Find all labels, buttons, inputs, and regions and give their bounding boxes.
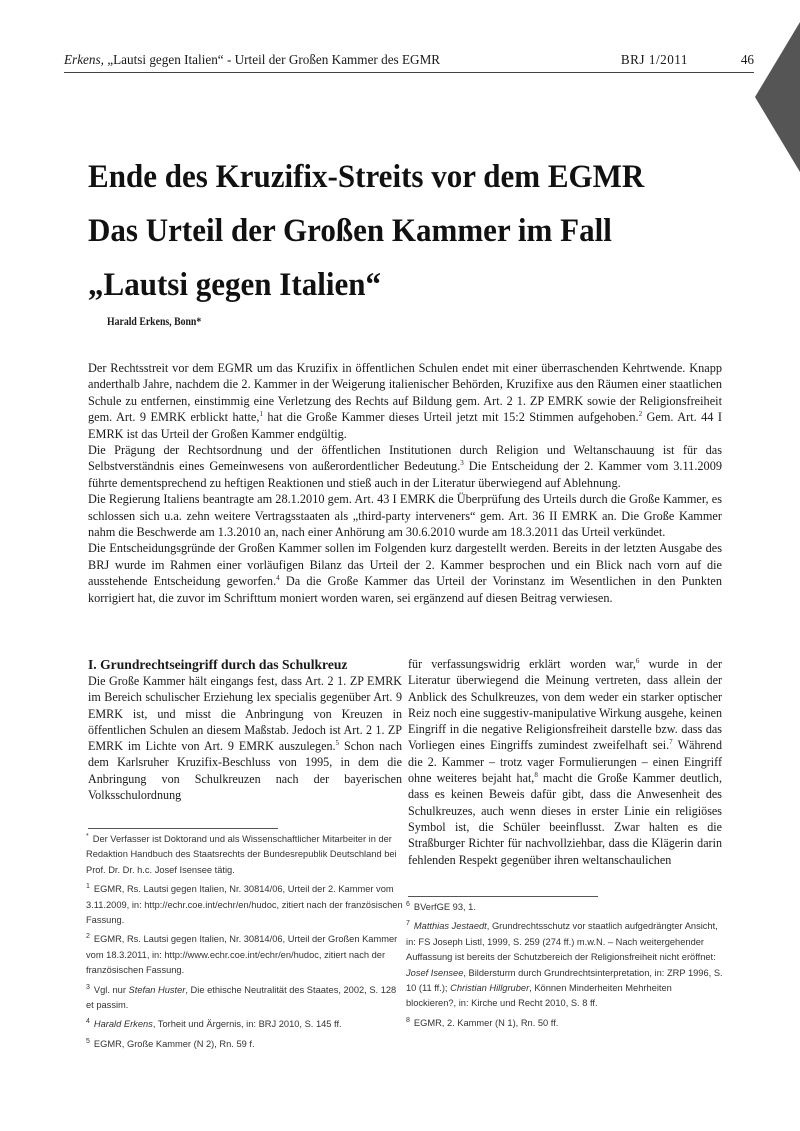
footnote-divider bbox=[408, 896, 598, 897]
article-author: Harald Erkens, Bonn* bbox=[107, 316, 202, 328]
section-heading: I. Grundrechtseingriff durch das Schulkreuz bbox=[88, 657, 348, 672]
title-line-1: Ende des Kruzifix-Streits vor dem EGMR bbox=[88, 159, 645, 195]
footnote-ref[interactable]: 6 bbox=[635, 656, 640, 665]
footnote: $^1$ EGMR, Rs. Lautsi gegen Italien, Nr. 30814/06, Urteil der 2. Kammer vom 3.11.2009, in: http://echr.coe.int/echr/en/hudoc, zitiert nach der französischen Fassung. bbox=[86, 883, 403, 926]
footnote-ref[interactable]: 3 bbox=[460, 459, 464, 468]
title-line-3: „Lautsi gegen Italien“ bbox=[88, 267, 381, 303]
footnote: $^5$ EGMR, Große Kammer (N 2), Rn. 59 f. bbox=[86, 1037, 255, 1049]
footnote-ref[interactable]: 2 bbox=[638, 410, 643, 419]
page-tab-marker bbox=[755, 22, 800, 172]
abstract bbox=[88, 360, 722, 606]
footnote-ref[interactable]: 5 bbox=[335, 739, 340, 748]
footnote: $^4$ Harald Erkens, Torheit und Ärgernis, in: BRJ 2010, S. 145 ff. bbox=[86, 1018, 342, 1030]
abstract-paragraph: Die Regierung Italiens beantragte am 28.1.2010 gem. Art. 43 I EMRK die Überprüfung des Urteils durch die Große Kammer, es schlossen sich u.a. zehn weitere Vertragsstaaten als „third-party interveners“ gem. Art. 36 II EMRK an. Die Große Kammer nahm die Beschwerde am 1.3.2010 an, nach einer Anhörung am 30.6.2010 wurde am 18.3.2011 das Urteil verkündet. bbox=[88, 492, 722, 540]
article-title bbox=[88, 150, 690, 312]
body-paragraph: für verfassungswidrig erklärt worden war,$^6$ wurde in der Literatur überwiegend die Meinung vertreten, dass allein der Anblick des Schulkreuzes, von dem weder ein starker optischer Reiz noch eine suggestiv-manipulative Wirkung ausgehe, keinen Eingriff in die negative Religionsfreiheit darstelle bzw. dass das Vorliegen eines Eingriffs zumindest zweifelhaft sei.$^7$ Während die 2. Kammer – trotz vager Formulierungen – einen Eingriff ohne weiteres bejaht hat,$^8$ macht die Große Kammer deutlich, dass es keinen Beweis dafür gibt, dass die Anwesenheit des Schulkreuzes, auch wenn dieses in erster Linie ein religiöses Symbol ist, die Schüler beeinflusst. Zwar halten es die Straßburger Richter für nachvollziehbar, dass die Klägerin darin fehlenden Respekt gegenüber ihren weltanschaulichen bbox=[408, 656, 722, 867]
footnote-ref[interactable]: 7 bbox=[669, 738, 673, 747]
header-citation bbox=[64, 52, 440, 68]
body-paragraph: Die Große Kammer hält eingangs fest, dass Art. 2 1. ZP EMRK im Bereich schulischer Erziehung lex specialis gegenüber Art. 9 EMRK ist, und misst die Anbringung von Kreuzen in öffentlichen Schulen an diesem Maßstab. Jedoch ist Art. 2 1. ZP EMRK im Lichte von Art. 9 EMRK auszulegen.$^5$ Schon nach dem Karlsruher Kruzifix-Beschluss von 1995, in dem die Anbringung von Schulkreuzen nach der bayerischen Volksschulordnung bbox=[88, 674, 402, 803]
abstract-paragraph: Die Prägung der Rechtsordnung und der öffentlichen Institutionen durch Religion und Weltanschauung ist für das Selbstverständnis eines Gemeinwesens von außerordentlicher Bedeutung.$^3$ Die Entscheidung der 2. Kammer vom 3.11.2009 führte dementsprechend zu heftigen Reaktionen und stieß auch in der Literatur überwiegend auf Ablehnung. bbox=[88, 443, 722, 490]
footnote: $^3$ Vgl. nur Stefan Huster, Die ethische Neutralität des Staates, 2002, S. 128 et passim. bbox=[86, 983, 397, 1011]
header-divider bbox=[64, 72, 754, 73]
footnote-ref[interactable]: 1 bbox=[259, 410, 263, 419]
header-title: „Lautsi gegen Italien“ - Urteil der Großen Kammer des EGMR bbox=[107, 52, 441, 67]
footnotes-left bbox=[86, 832, 404, 1056]
footnote: $^7$ Matthias Jestaedt, Grundrechtsschutz vor staatlich aufgedrängter Ansicht, in: FS Joseph Listl, 1999, S. 259 (274 ff.) m.w.N. – Nach weitergehender Auffassung ist bereits der Schutzbereich der Religionsfreiheit nicht eröffnet: Josef Isensee, Bildersturm durch Grundrechtsinterpretation, in: ZRP 1996, S. 10 (11 ff.); Christian Hillgruber, Können Minderheiten Mehrheiten blockieren?, in: Kirche und Recht 2010, S. 8 ff. bbox=[406, 920, 723, 1009]
abstract-paragraph: Der Rechtsstreit vor dem EGMR um das Kruzifix in öffentlichen Schulen endet mit einer überraschenden Kehrtwende. Knapp anderthalb Jahre, nachdem die 2. Kammer in der Weigerung italienischer Behörden, Kruzifixe aus den Räumen einer staatlichen Schule zu entfernen, einstimmig eine Verletzung des Rechts auf Bildung gem. Art. 2 1. ZP EMRK sowie der Religionsfreiheit gem. Art. 9 EMRK erblickt hatte,$^1$ hat die Große Kammer dieses Urteil jetzt mit 15:2 Stimmen aufgehoben.$^2$ Gem. Art. 44 I EMRK ist das Urteil der Großen Kammer endgültig. bbox=[88, 361, 722, 441]
body-column-left bbox=[88, 656, 402, 803]
running-header bbox=[64, 52, 754, 74]
header-author: Erkens, bbox=[64, 52, 104, 67]
abstract-paragraph: Die Entscheidungsgründe der Großen Kammer sollen im Folgenden kurz dargestellt werden. Bereits in der letzten Ausgabe des BRJ wurde im Rahmen einer vorläufigen Bilanz das Urteil der 2. Kammer besprochen und ein Blick nach vorn auf die ausstehende Entscheidung geworfen.$^4$ Da die Große Kammer das Urteil der Vorinstanz im Wesentlichen in den Punkten korrigiert hat, die zuvor im Schrifttum moniert worden waren, sei ergänzend auf diesen Beitrag verwiesen. bbox=[88, 541, 722, 605]
footnote: $^8$ EGMR, 2. Kammer (N 1), Rn. 50 ff. bbox=[406, 1016, 559, 1028]
footnote-divider bbox=[88, 828, 278, 829]
footnote: $^6$ BVerfGE 93, 1. bbox=[406, 900, 476, 912]
footnote-ref[interactable]: 4 bbox=[276, 574, 280, 583]
title-line-2: Das Urteil der Großen Kammer im Fall bbox=[88, 213, 612, 249]
header-journal: BRJ 1/2011 bbox=[620, 52, 688, 67]
page-number: 46 bbox=[740, 52, 754, 67]
body-column-right bbox=[408, 656, 722, 868]
footnote: $^2$ EGMR, Rs. Lautsi gegen Italien, Nr. 30814/06, Urteil der Großen Kammer vom 18.3.2011, in: http://www.echr.coe.int/echr/en/hudoc, zitiert nach der französischen Fassung. bbox=[86, 933, 398, 976]
footnote-ref[interactable]: 8 bbox=[534, 771, 538, 780]
footnote: * Der Verfasser ist Doktorand und als Wissenschaftlicher Mitarbeiter in der Redaktion Handbuch des Staatsrechts der Bundesrepublik Deutschland bei Prof. Dr. Dr. h.c. Josef Isensee tätig. bbox=[86, 832, 397, 875]
footnotes-right bbox=[406, 900, 724, 1035]
